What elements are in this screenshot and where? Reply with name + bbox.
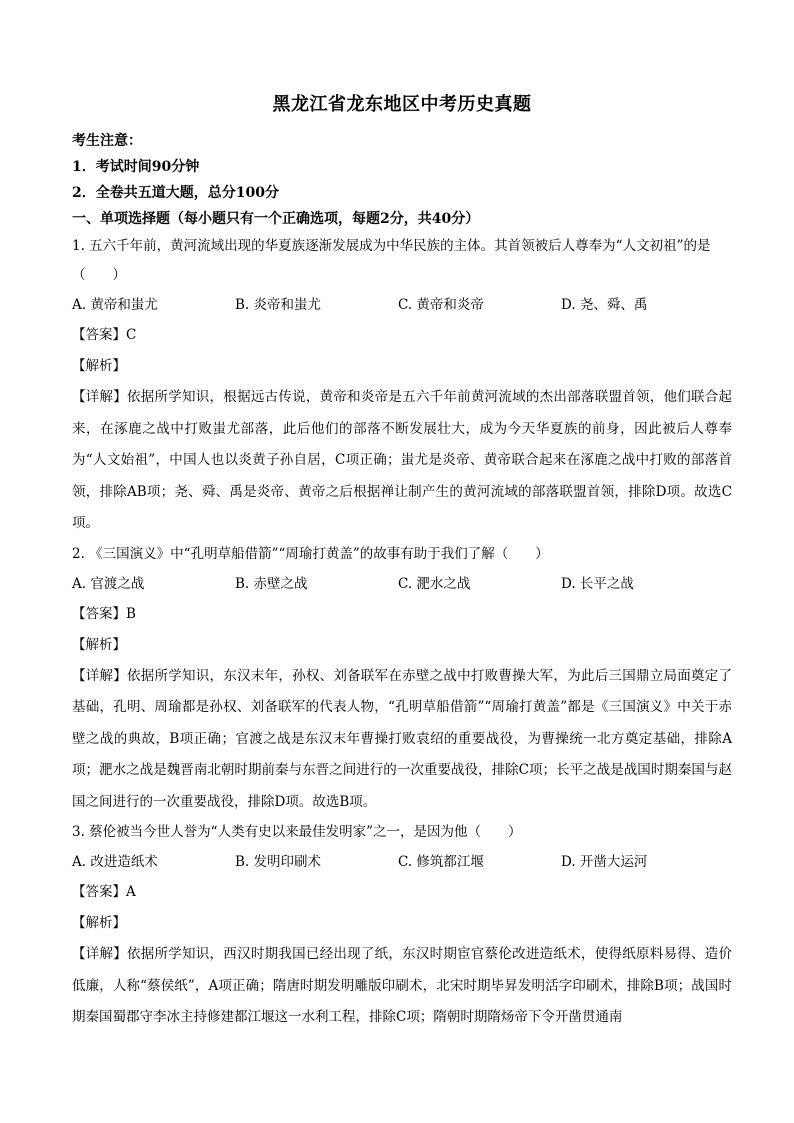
answer-label: 【答案】B (72, 605, 136, 622)
question-stem: 1. 五六千年前，黄河流域出现的华夏族逐渐发展成为中华民族的主体。其首领被后人尊奉为“人文初祖”的是（ ） (72, 238, 711, 283)
question-options (72, 290, 732, 320)
question-block (72, 540, 732, 819)
analysis-label: 【解析】 (72, 915, 126, 931)
document-page (72, 90, 732, 1034)
notice-heading: 考生注意： (72, 133, 142, 149)
option-c: C. 黄帝和炎帝 (398, 297, 484, 313)
option-b: B. 炎帝和蚩尤 (235, 297, 322, 313)
notice-item: 1．考试时间90分钟 (72, 159, 200, 175)
question-stem: 3. 蔡伦被当今世人誉为“人类有史以来最佳发明家”之一，是因为他（ ） (72, 824, 522, 840)
option-a: A. 官渡之战 (72, 575, 145, 592)
answer-label: 【答案】A (72, 884, 136, 900)
option-c: C. 淝水之战 (398, 575, 471, 592)
option-b: B. 赤壁之战 (235, 575, 308, 592)
option-d: D. 开凿大运河 (561, 854, 648, 870)
detail-text: 【详解】依据所学知识，根据远古传说，黄帝和炎帝是五六千年前黄河流域的杰出部落联盟首领，他们联合起来，在涿鹿之战中打败蚩尤部落，此后他们的部落不断发展壮大，成为今天华夏族的前身，因此被后人尊奉为“人文始祖”，中国人也以炎黄子孙自居，C项正确；蚩尤是炎帝、黄帝联合起来在涿鹿之战中打败的部落首领，排除AB项；尧、舜、禹是炎帝、黄帝之后根据禅让制产生的黄河流域的部落联盟首领，排除D项。故选C项。 (72, 389, 732, 531)
option-a: A. 改进造纸术 (72, 854, 158, 870)
question-options (72, 847, 732, 877)
question-options (72, 569, 732, 599)
question-block (72, 818, 732, 1034)
option-b: B. 发明印刷术 (235, 854, 322, 870)
analysis-label: 【解析】 (72, 636, 126, 653)
option-d: D. 尧、舜、禹 (561, 297, 648, 313)
analysis-label: 【解析】 (72, 358, 126, 374)
detail-text: 【详解】依据所学知识，东汉末年，孙权、刘备联军在赤壁之战中打败曹操大军，为此后三国鼎立局面奠定了基础，孔明、周瑜都是孙权、刘备联军的代表人物，“孔明草船借箭”“周瑜打黄盖”都是《三国演义》中关于赤壁之战的典故，B项正确；官渡之战是东汉末年曹操打败袁绍的重要战役，为曹操统一北方奠定基础，排除A项；淝水之战是魏晋南北朝时期前秦与东晋之间进行的一次重要战役，排除C项；长平之战是战国时期秦国与赵国之间进行的一次重要战役，排除D项。故选B项。 (72, 667, 732, 810)
section-heading: 一、单项选择题（每小题只有一个正确选项，每题2分，共40分） (72, 211, 480, 227)
option-c: C. 修筑都江堰 (398, 854, 484, 870)
option-d: D. 长平之战 (561, 575, 634, 592)
question-block (72, 232, 732, 540)
page-title: 黑龙江省龙东地区中考历史真题 (272, 94, 532, 115)
question-stem: 2. 《三国演义》中“孔明草船借箭”“周瑜打黄盖”的故事有助于我们了解（ ） (72, 545, 549, 562)
detail-text: 【详解】依据所学知识，西汉时期我国已经出现了纸，东汉时期宦官蔡伦改进造纸术，使得纸原料易得、造价低廉，人称“蔡侯纸”，A项正确；隋唐时期发明雕版印刷术，北宋时期毕昇发明活字印刷术，排除B项；战国时期秦国蜀郡守李冰主持修建都江堰这一水利工程，排除C项；隋朝时期隋炀帝下令开凿贯通南 (72, 946, 732, 1025)
option-a: A. 黄帝和蚩尤 (72, 297, 158, 313)
answer-label: 【答案】C (72, 327, 137, 343)
notice-item: 2．全卷共五道大题，总分100分 (72, 185, 279, 201)
